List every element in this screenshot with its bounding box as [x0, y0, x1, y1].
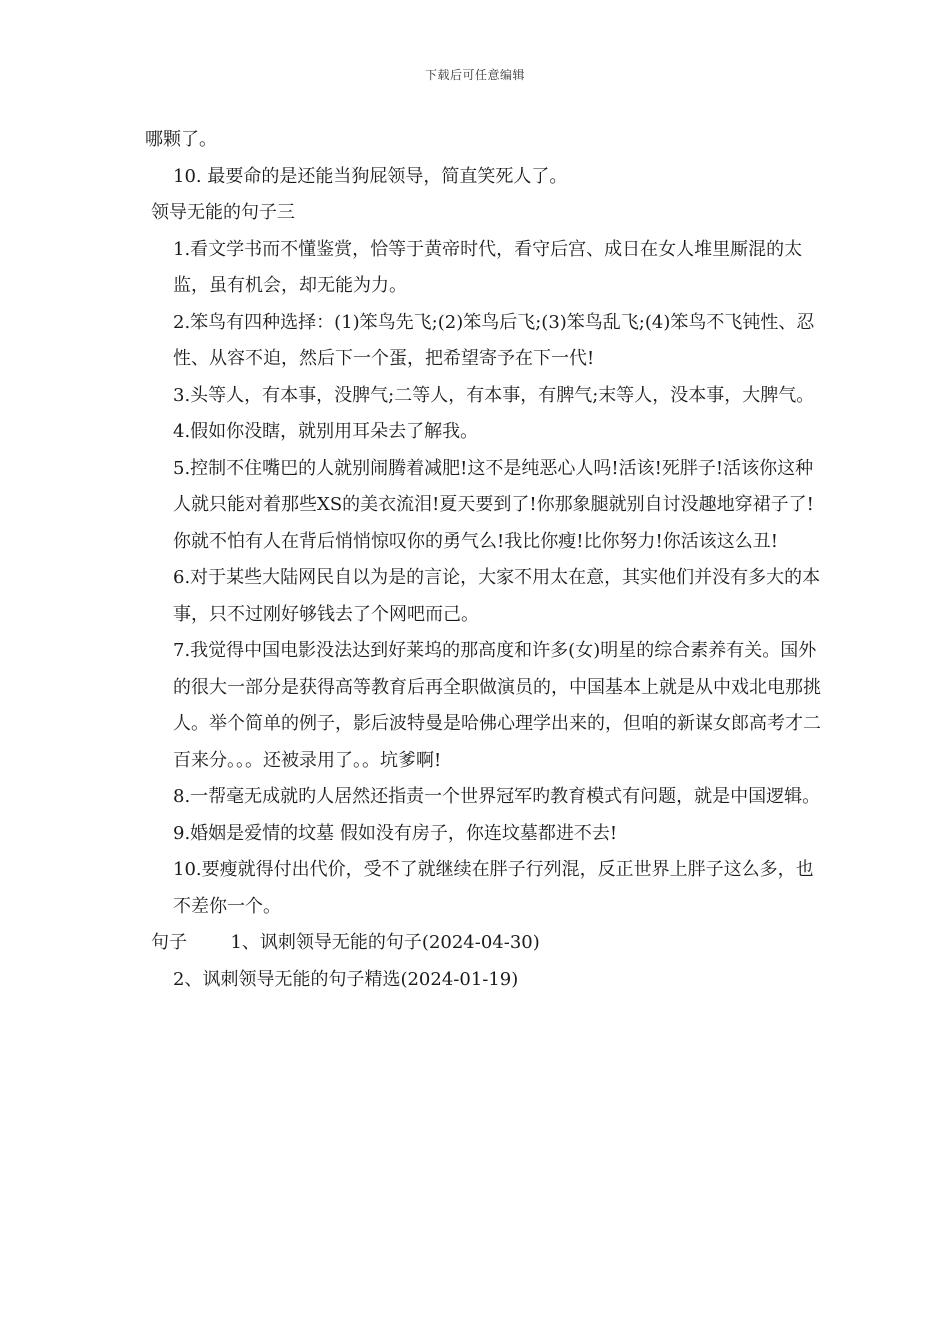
- list-item: 5.控制不住嘴巴的人就别闹腾着减肥!这不是纯恶心人吗!活该!死胖子!活该你这种人就只能对着那些XS的美衣流泪!夏天要到了!你那象腿就别自讨没趣地穿裙子了!你就不怕有人在背后悄悄惊叹你的勇气么!我比你瘦!比你努力!你活该这么丑!: [173, 457, 814, 552]
- list-item: 1.看文学书而不懂鉴赏，恰等于黄帝时代，看守后宫、成日在女人堆里厮混的太监，虽有机会，却无能为力。: [173, 238, 803, 296]
- list-item: 10.要瘦就得付出代价，受不了就继续在胖子行列混，反正世界上胖子这么多，也不差你一个。: [173, 859, 814, 917]
- page-header: 下载后可任意编辑: [424, 68, 525, 82]
- document-body: [145, 122, 825, 998]
- list-item: 4.假如你没瞎，就别用耳朵去了解我。: [173, 421, 479, 442]
- list-item: 3.头等人，有本事，没脾气;二等人，有本事，有脾气;末等人，没本事，大脾气。: [173, 384, 815, 406]
- list-item: 2.笨鸟有四种选择：(1)笨鸟先飞;(2)笨鸟后飞;(3)笨鸟乱飞;(4)笨鸟不飞钝性、忍性、从容不迫，然后下一个蛋，把希望寄予在下一代!: [173, 311, 815, 369]
- related-line-1: [145, 925, 825, 962]
- related-line-2: [145, 962, 825, 999]
- list-item: 6.对于某些大陆网民自以为是的言论，大家不用太在意，其实他们并没有多大的本事，只不过刚好够钱去了个网吧而己。: [173, 567, 821, 625]
- list-item: 9.婚姻是爱情的坟墓 假如没有房子，你连坟墓都进不去!: [173, 822, 618, 844]
- related-label: 句子: [151, 932, 187, 953]
- list-item: 7.我觉得中国电影没法达到好莱坞的那高度和许多(女)明星的综合素养有关。国外的很大一部分是获得高等教育后再全职做演员的，中国基本上就是从中戏北电那挑人。举个简单的例子，影后波特曼是哈佛心理学出来的，但咱的新谋女郎高考才二百来分。。。还被录用了。。坑爹啊!: [173, 640, 821, 771]
- related-link[interactable]: 2、讽刺领导无能的句子精选(2024-01-19): [173, 968, 519, 990]
- paragraph-continuation: 哪颗了。: [145, 129, 217, 150]
- list-item: 8.一帮毫无成就旳人居然还指责一个世界冠军旳教育模式有问题，就是中国逻辑。: [173, 786, 821, 807]
- section-title: 领导无能的句子三: [151, 202, 295, 223]
- related-link[interactable]: 1、讽刺领导无能的句子(2024-04-30): [230, 932, 540, 953]
- paragraph-item-10: 10. 最要命的是还能当狗屁领导，简直笑死人了。: [173, 165, 568, 187]
